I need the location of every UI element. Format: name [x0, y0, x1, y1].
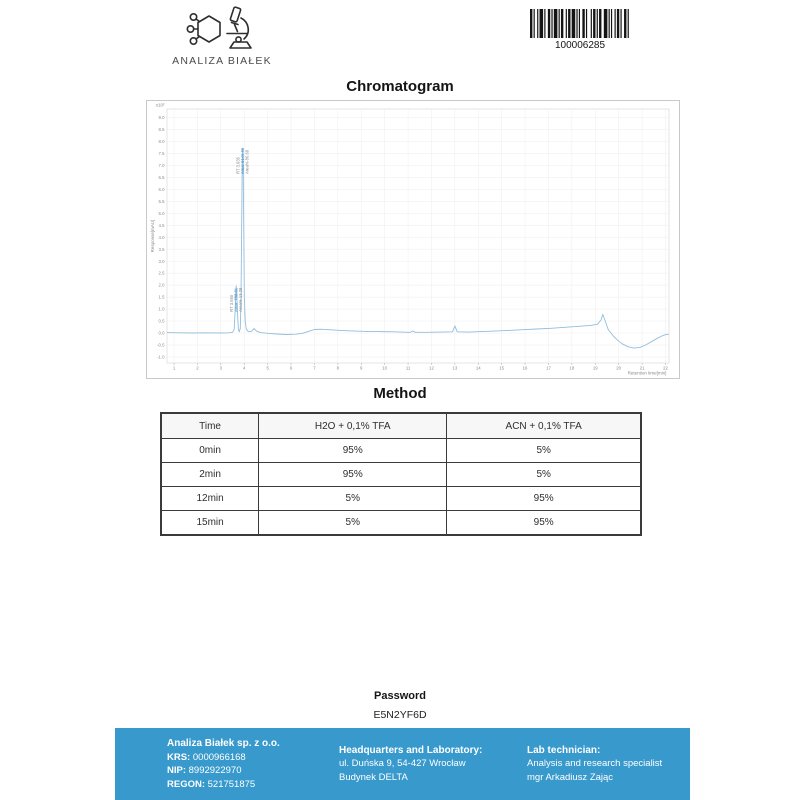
footer-technician	[527, 744, 674, 785]
footer-regon	[167, 778, 339, 792]
svg-text:6.5: 6.5	[158, 174, 165, 180]
svg-text:1.5: 1.5	[158, 294, 165, 300]
svg-text:4: 4	[243, 365, 246, 371]
method-cell: 15min	[161, 511, 259, 536]
method-cell: 12min	[161, 487, 259, 511]
footer-nip	[167, 764, 339, 778]
footer-company-info	[167, 737, 339, 791]
method-cell: 95%	[447, 487, 641, 511]
password-label: Password	[374, 690, 426, 702]
method-cell: 95%	[259, 439, 447, 463]
svg-text:5: 5	[266, 365, 269, 371]
svg-text:7: 7	[313, 365, 316, 371]
regon-value: 521751875	[207, 778, 256, 790]
peak-annotation-rt: RT 3.660	[229, 294, 235, 312]
svg-text:6.0: 6.0	[158, 186, 165, 192]
svg-text:16: 16	[522, 365, 528, 371]
svg-text:9.0: 9.0	[158, 114, 165, 120]
svg-text:3: 3	[219, 365, 223, 371]
svg-text:18: 18	[569, 365, 575, 371]
krs-value: 0000966168	[192, 751, 246, 763]
molecule-microscope-icon	[157, 6, 287, 52]
chromatogram-plot	[147, 101, 679, 378]
svg-text:12: 12	[429, 365, 434, 371]
svg-text:15: 15	[499, 365, 505, 371]
svg-text:2.5: 2.5	[158, 270, 165, 276]
svg-text:8: 8	[336, 365, 340, 371]
svg-text:0.0: 0.0	[158, 330, 165, 336]
svg-text:-0.5: -0.5	[157, 342, 165, 348]
svg-text:2.0: 2.0	[158, 282, 165, 288]
chromatogram-section-title: Chromatogram	[346, 78, 454, 95]
headquarters-building: Budynek DELTA	[339, 771, 408, 783]
footer-headquarters	[339, 744, 527, 785]
svg-text:3.5: 3.5	[158, 246, 165, 252]
headquarters-address: ul. Duńska 9, 54-427 Wrocław	[339, 758, 466, 770]
technician-title: Lab technician:	[527, 744, 601, 756]
method-row	[161, 511, 641, 536]
svg-text:5.5: 5.5	[158, 198, 165, 204]
method-section-title: Method	[373, 385, 427, 402]
chromatogram-chart-box	[146, 100, 680, 379]
method-cell: 5%	[447, 439, 641, 463]
svg-text:4.0: 4.0	[158, 234, 165, 240]
svg-text:8.5: 8.5	[158, 126, 165, 132]
method-cell: 0min	[161, 439, 259, 463]
peak-annotation-pct: Area% 86.68	[244, 149, 250, 175]
method-cell: 2min	[161, 463, 259, 487]
regon-label: REGON:	[167, 778, 205, 790]
method-header-row	[161, 413, 641, 439]
method-cell: 5%	[447, 463, 641, 487]
password-value: E5N2YF6D	[373, 709, 427, 721]
svg-text:2: 2	[196, 365, 199, 371]
svg-text:22: 22	[663, 365, 668, 371]
svg-text:9: 9	[360, 365, 363, 371]
footer-krs	[167, 751, 339, 765]
svg-text:17: 17	[546, 365, 551, 371]
svg-text:1: 1	[172, 365, 176, 371]
footer-company-name: Analiza Białek sp. z o.o.	[167, 738, 280, 749]
svg-text:-1.0: -1.0	[157, 354, 165, 360]
method-column-header: Time	[161, 413, 259, 439]
peak-annotation-pct: Area% 13.28	[238, 287, 244, 312]
method-cell: 95%	[447, 511, 641, 536]
company-logo-text: ANALIZA BIAŁEK	[172, 55, 272, 67]
krs-label: KRS:	[167, 751, 191, 763]
svg-text:3.0: 3.0	[158, 258, 165, 264]
svg-text:4.5: 4.5	[158, 222, 165, 228]
headquarters-title: Headquarters and Laboratory:	[339, 744, 483, 756]
nip-value: 8992922970	[188, 765, 242, 776]
method-row	[161, 439, 641, 463]
method-row	[161, 463, 641, 487]
method-row	[161, 487, 641, 511]
peak-annotation-area: Area: 788.81	[233, 287, 239, 312]
svg-text:13: 13	[452, 365, 458, 371]
nip-label: NIP:	[167, 765, 186, 776]
svg-text:21: 21	[639, 365, 645, 371]
method-table	[160, 412, 642, 536]
svg-text:0.5: 0.5	[158, 318, 165, 324]
footer	[115, 728, 690, 800]
svg-text:7.0: 7.0	[158, 162, 165, 168]
method-cell: 5%	[259, 511, 447, 536]
svg-text:8.0: 8.0	[158, 138, 165, 144]
method-cell: 5%	[259, 487, 447, 511]
technician-name: mgr Arkadiusz Zając	[527, 771, 614, 783]
peak-annotation-area: Area: 5146.56	[240, 147, 246, 175]
y-axis-label: Response[mAU]	[150, 219, 155, 253]
barcode-icon	[530, 9, 630, 38]
svg-text:20: 20	[616, 365, 622, 371]
svg-text:6: 6	[289, 365, 293, 371]
password-block	[0, 690, 800, 721]
svg-text:7.5: 7.5	[158, 150, 165, 156]
method-column-header: H2O + 0,1% TFA	[259, 413, 447, 439]
y-scale-label: x10²	[155, 102, 165, 108]
svg-text:11: 11	[405, 365, 411, 371]
svg-text:10: 10	[382, 365, 388, 371]
company-logo-block	[157, 6, 287, 67]
svg-text:19: 19	[592, 365, 598, 371]
barcode-number: 100006285	[554, 40, 606, 51]
svg-text:5.0: 5.0	[158, 210, 165, 216]
barcode-block	[530, 9, 630, 51]
svg-text:14: 14	[475, 365, 481, 371]
method-column-header: ACN + 0,1% TFA	[447, 413, 641, 439]
svg-text:1.0: 1.0	[158, 306, 165, 312]
peak-annotation-rt: RT 3.935	[235, 156, 241, 175]
method-cell: 95%	[259, 463, 447, 487]
technician-role: Analysis and research specialist	[527, 758, 663, 770]
x-axis-label: Retention time[min]	[627, 370, 667, 376]
